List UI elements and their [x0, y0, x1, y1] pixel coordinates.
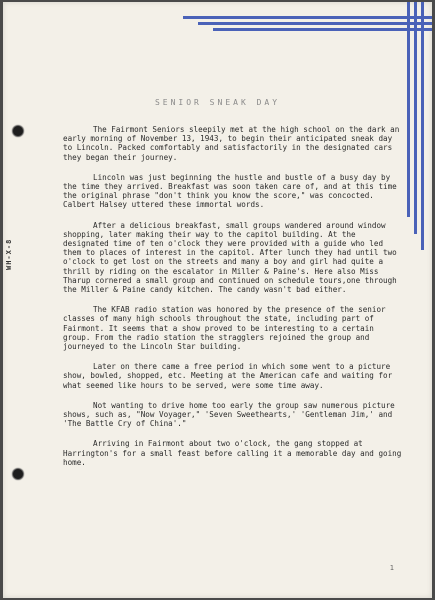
paragraph: Arriving in Fairmont about two o'clock, the gang stopped at Harrington's for a small feast before calling it a memorable day and going home. [63, 439, 402, 467]
page-number: 1 [389, 564, 394, 572]
margin-label: WH-X-8 [5, 238, 13, 270]
paragraph: The Fairmont Seniors sleepily met at the high school on the dark an early morning of November 13, 1943, to begin their anticipated sneak day to Lincoln. Packed comfortably and satisfactorily in the designated cars they began their journey. [63, 125, 400, 162]
blue-border-line [183, 16, 432, 19]
paragraph: After a delicious breakfast, small groups wandered around window shopping, later making their way to the capitol building. At the designated time of ten o'clock they were provided with a guide who led them to places of interest in the capitol. After lunch they had until two o'clock to get lost on the streets and many a boy and girl had quite a thrill by riding on the escalator in Miller & Paine's. Here also Miss Tharup cornered a small group and continued on schedule tours,one through the Miller & Paine candy kitchen. The candy wasn't bad either. [63, 220, 397, 295]
paragraph: Lincoln was just beginning the hustle and bustle of a busy day by the time they arrived. Breakfast was soon taken care of, and at this time the original phrase "don't think you know the score," was concocted. Calbert Halsey uttered these immortal words. [63, 172, 397, 210]
punch-hole [13, 126, 23, 136]
paragraph: The KFAB radio station was honored by the presence of the senior classes of many high schools throughout the state, including part of Fairmont. It seems that a show proved to be interesting to a certain group. From the radio station the stragglers rejoined the group and journeyed to the Lincoln Star building. [63, 305, 386, 352]
paragraph: Later on there came a free period in which some went to a picture show, bowled, shopped, etc. Meeting at the American cafe and waiting for what seemed like hours to be served, were some time away. [63, 362, 393, 390]
punch-hole [13, 469, 23, 479]
blue-border-line [213, 28, 432, 31]
blue-border-line [407, 2, 410, 217]
body-text [63, 125, 405, 478]
document-page [3, 2, 432, 598]
page-title: SENIOR SNEAK DAY [154, 98, 281, 107]
paragraph: Not wanting to drive home too early the group saw numerous picture shows, such as, "Now Voyager," 'Seven Sweethearts,' 'Gentleman Jim,' and 'The Battle Cry of China'." [63, 400, 395, 429]
blue-border-line [414, 2, 417, 234]
blue-border-line [198, 22, 432, 25]
blue-border-line [421, 2, 424, 250]
